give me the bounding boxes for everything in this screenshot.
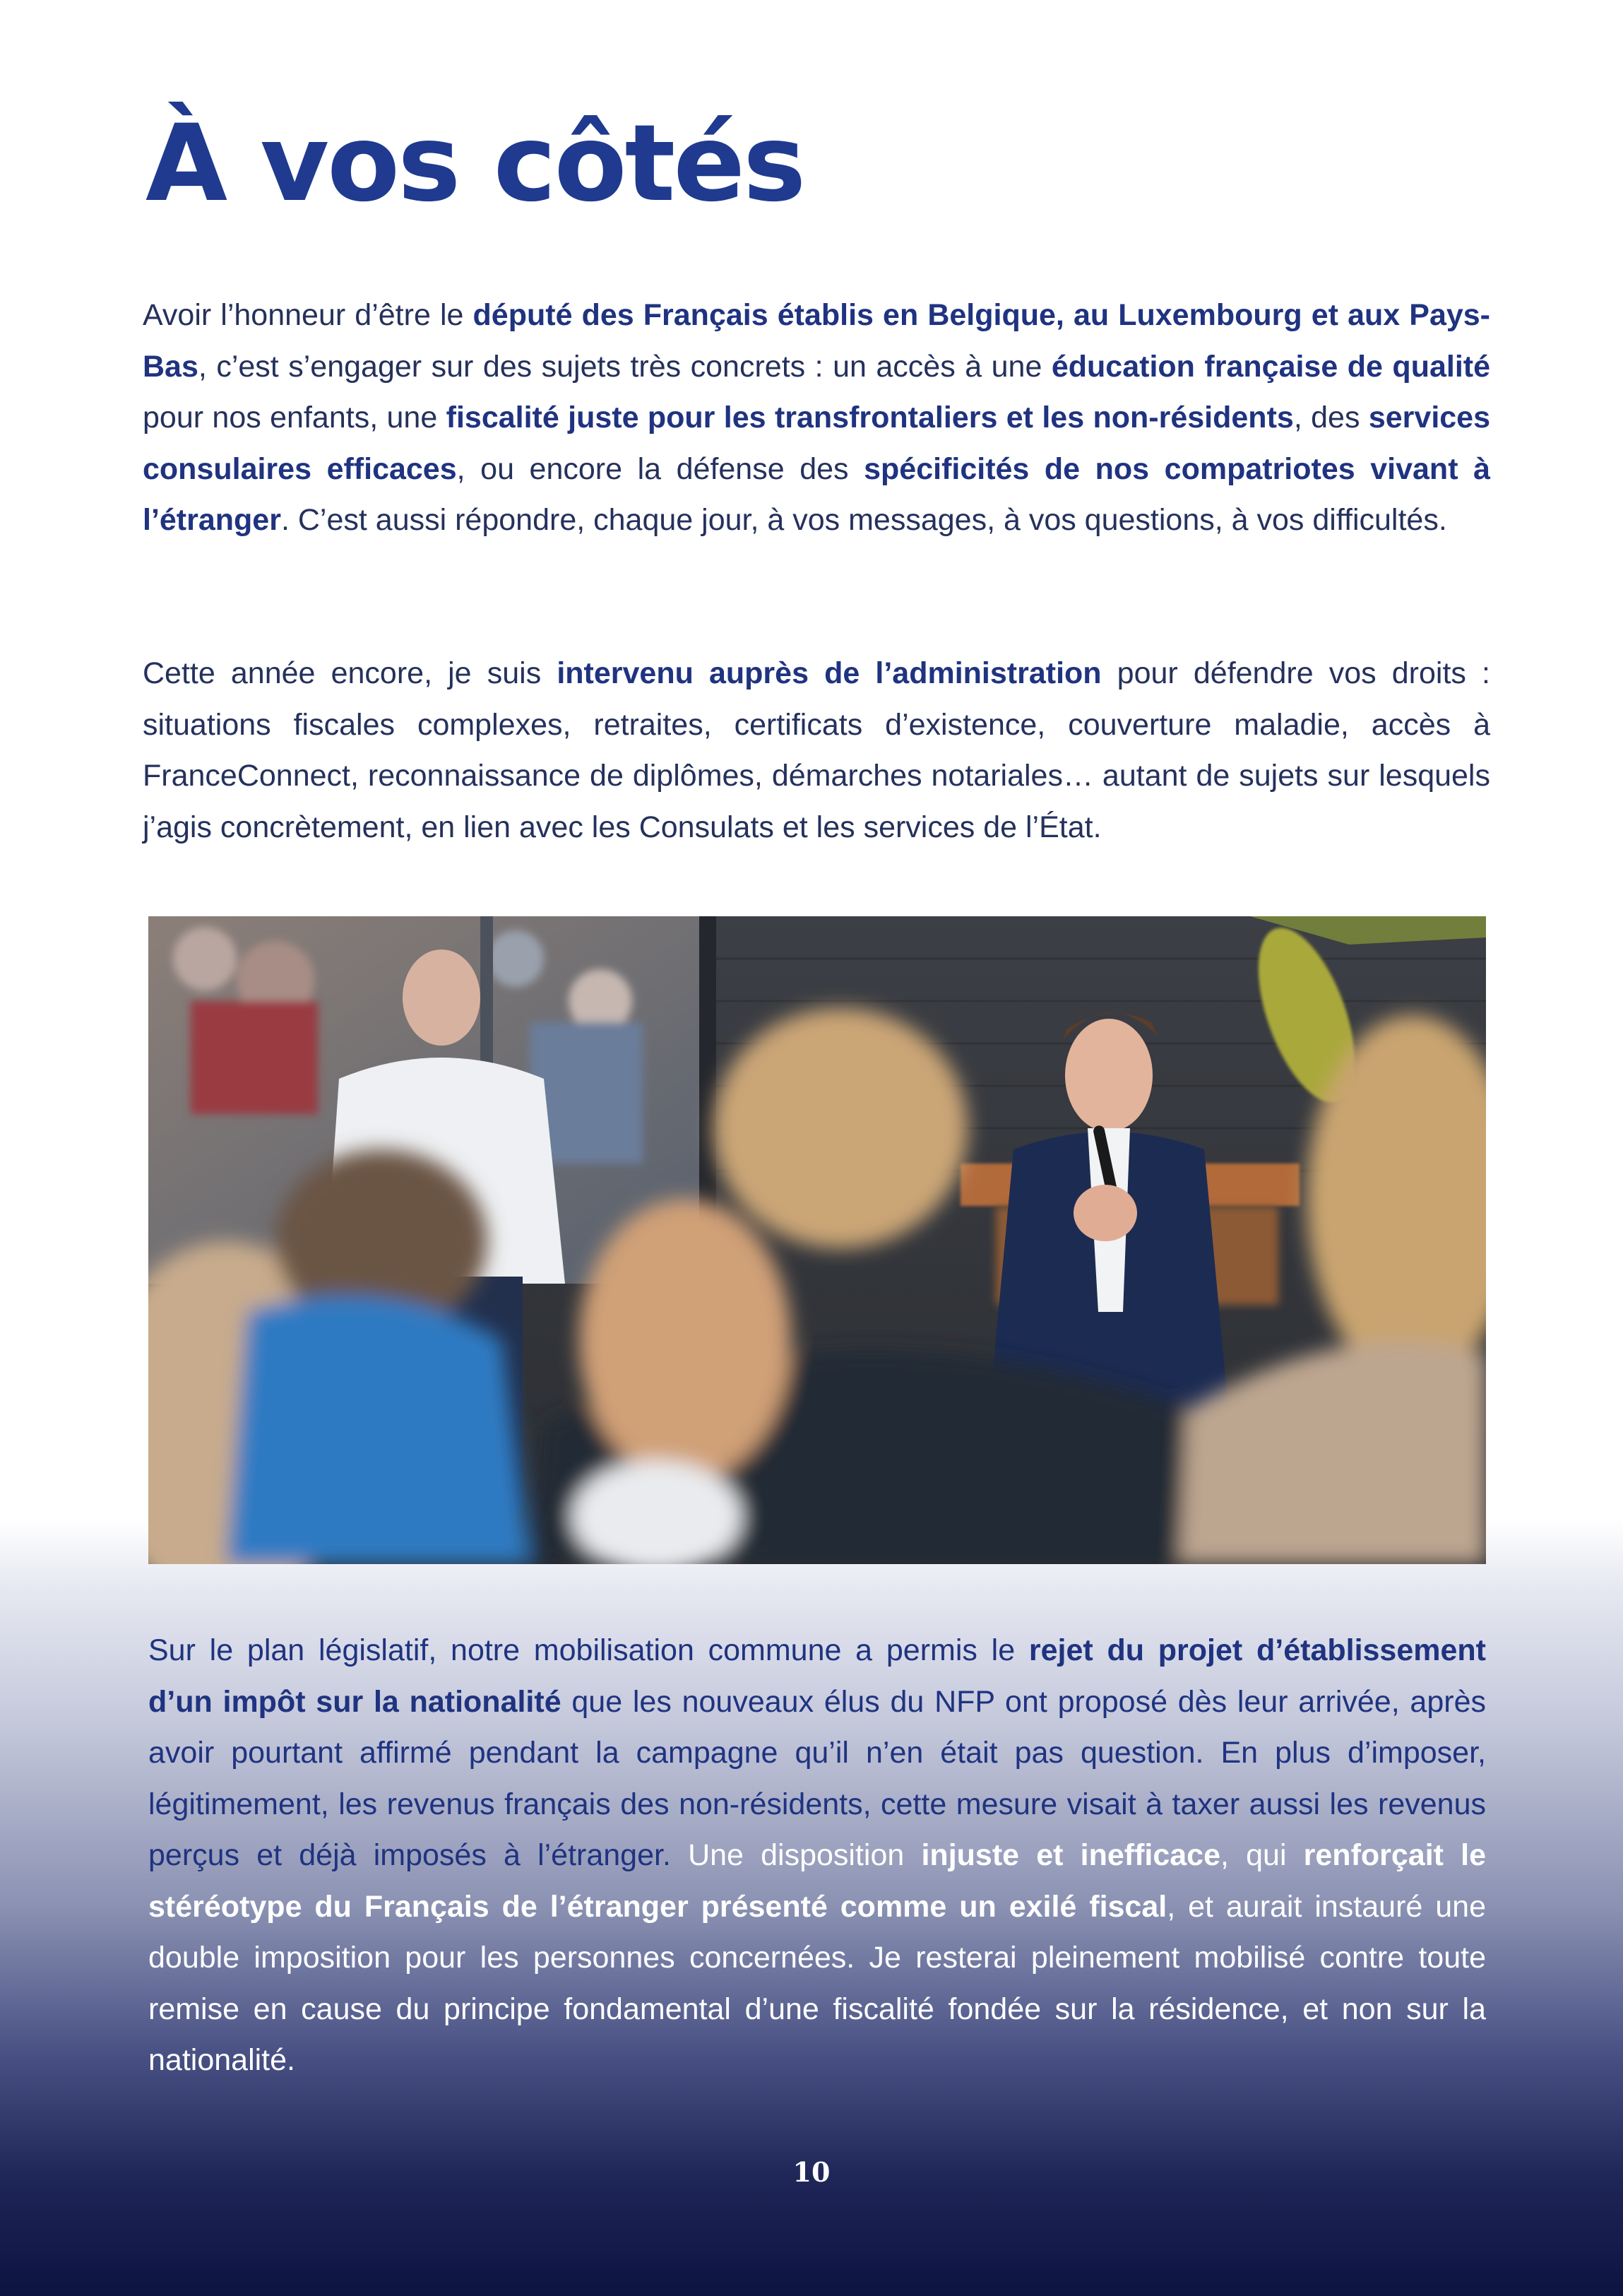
text-run: pour nos enfants, une [143,401,446,434]
text-run: pour défendre vos droits : situations fiscales complexes, retraites, certificats d’existence, couverture maladie, accès à FranceConnect, reconnaissance de diplômes, démarches notariales… autant de sujets sur lesquels j’agis concrètement, en lien avec les Consulats et les services de l’État. [143,656,1490,844]
bold-run: spécificités de nos compatriotes vivant à l’étranger [143,451,1490,537]
text-run: , des [1293,401,1369,434]
page-title: À vos côtés [145,102,804,225]
bold-run: services consulaires efficaces [143,401,1491,486]
text-run: . C’est aussi répondre, chaque jour, à vos messages, à vos questions, à vos difficultés. [280,503,1447,537]
text-run: , c’est s’engager sur des sujets très concrets : un accès à une [198,349,1052,384]
page-number: 10 [792,2156,831,2188]
bold-run: fiscalité juste pour les transfrontaliers et les non-résidents [446,401,1294,434]
bold-run: éducation française de qualité [1051,349,1491,384]
text-run: Cette année encore, je suis [143,656,557,690]
legislation-paragraph [148,1625,1486,2086]
bold-run: renforçait le stéréotype du Français de l’étranger présenté comme un exilé fiscal [148,1838,1487,1924]
text-run: , et aurait instauré une double imposition pour les personnes concernées. Je resterai pleinement mobilisé contre toute remise en cause du principe fondamental d’une fiscalité fondée sur la résidence, et non sur la nationalité. [148,1889,1486,2077]
text-run: Avoir l’honneur d’être le [143,298,473,332]
text-run: , qui [1220,1838,1304,1872]
bold-run: intervenu auprès de l’administration [557,656,1102,690]
event-photo [148,916,1486,1564]
text-run: Sur le plan législatif, notre mobilisation commune a permis le [148,1633,1029,1667]
bold-run: rejet du projet d’établissement d’un impôt sur la nationalité [148,1633,1486,1719]
text-run: Une disposition [670,1838,922,1872]
white-text-group [148,1838,1486,2077]
text-run: , ou encore la défense des [456,451,864,486]
text-run: que les nouveaux élus du NFP ont proposé dès leur arrivée, après avoir pourtant affirmé pendant la campagne qu’il n’en était pas question. En plus d’imposer, légitimement, les revenus français des non-résidents, cette mesure visait à taxer aussi les revenus perçus et déjà imposés à l’étranger. [148,1684,1486,1872]
bold-run: injuste et inefficace [921,1838,1220,1872]
intro-paragraph [143,290,1490,546]
administration-paragraph [143,648,1490,853]
bold-run: député des Français établis en Belgique, au Luxembourg et aux Pays-Bas [143,298,1491,384]
